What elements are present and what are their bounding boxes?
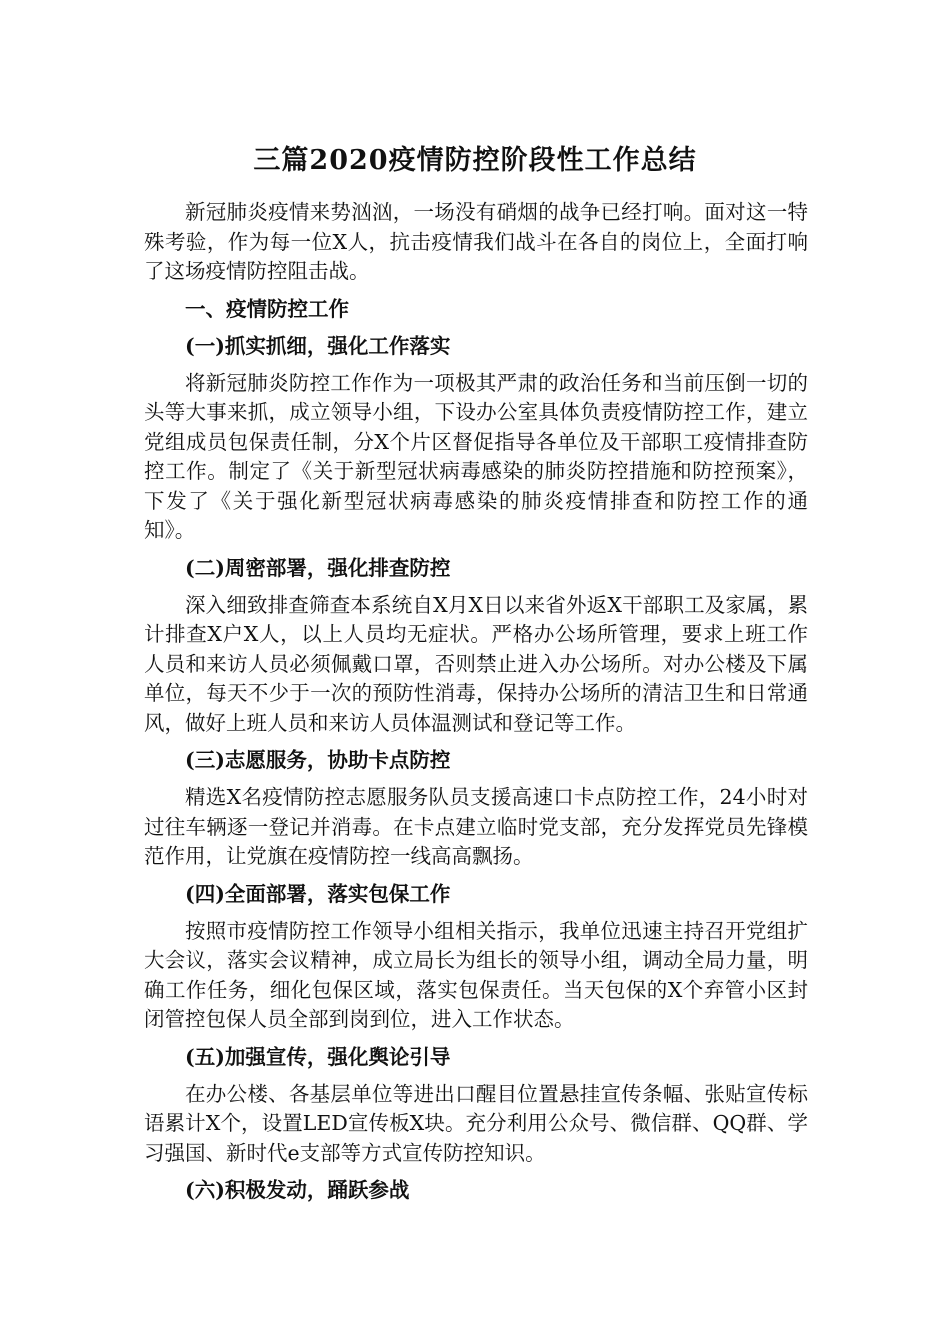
subsection-heading: (五)加强宣传，强化舆论引导 bbox=[185, 1044, 451, 1069]
subsection-paragraph: 按照市疫情防控工作领导小组相关指示，我单位迅速主持召开党组扩大会议，落实会议精神，成立局长为组长的领导小组，调动全局力量，明确工作任务，细化包保区域，落实包保责任。当天包保的X个弃管小区封闭管控包保人员全部到岗到位，进入工作状态。 bbox=[144, 918, 808, 1031]
document-title: 三篇2020疫情防控阶段性工作总结 bbox=[253, 145, 697, 176]
subsection-paragraph: 在办公楼、各基层单位等进出口醒目位置悬挂宣传条幅、张贴宣传标语累计X个，设置LED宣传板X块。充分利用公众号、微信群、QQ群、学习强国、新时代e支部等方式宣传防控知识。 bbox=[144, 1081, 808, 1165]
document-body bbox=[144, 198, 808, 1213]
subsection-paragraph: 将新冠肺炎防控工作作为一项极其严肃的政治任务和当前压倒一切的头等大事来抓，成立领导小组，下设办公室具体负责疫情防控工作，建立党组成员包保责任制，分X个片区督促指导各单位及干部职工疫情排查防控工作。制定了《关于新型冠状病毒感染的肺炎防控措施和防控预案》，下发了《关于强化新型冠状病毒感染的肺炎疫情排查和防控工作的通知》。 bbox=[144, 370, 808, 542]
subsection-heading: (六)积极发动，踊跃参战 bbox=[185, 1178, 410, 1202]
subsection-heading: (一)抓实抓细，强化工作落实 bbox=[185, 333, 451, 358]
subsection-heading: (二)周密部署，强化排查防控 bbox=[185, 555, 451, 580]
intro-paragraph: 新冠肺炎疫情来势汹汹，一场没有硝烟的战争已经打响。面对这一特殊考验，作为每一位X人，抗击疫情我们战斗在各自的岗位上，全面打响了这场疫情防控阻击战。 bbox=[144, 200, 808, 283]
subsection-paragraph: 精选X名疫情防控志愿服务队员支援高速口卡点防控工作，24小时对过往车辆逐一登记并消毒。在卡点建立临时党支部，充分发挥党员先锋模范作用，让党旗在疫情防控一线高高飘扬。 bbox=[144, 785, 808, 868]
subsection-heading: (四)全面部署，落实包保工作 bbox=[185, 881, 451, 906]
subsection-paragraph: 深入细致排查筛查本系统自X月X日以来省外返X干部职工及家属，累计排查X户X人，以上人员均无症状。严格办公场所管理，要求上班工作人员和来访人员必须佩戴口罩，否则禁止进入办公场所。对办公楼及下属单位，每天不少于一次的预防性消毒，保持办公场所的清洁卫生和日常通风，做好上班人员和来访人员体温测试和登记等工作。 bbox=[144, 592, 808, 735]
subsection-heading: (三)志愿服务，协助卡点防控 bbox=[185, 748, 451, 772]
section-heading: 一、疫情防控工作 bbox=[185, 296, 349, 321]
